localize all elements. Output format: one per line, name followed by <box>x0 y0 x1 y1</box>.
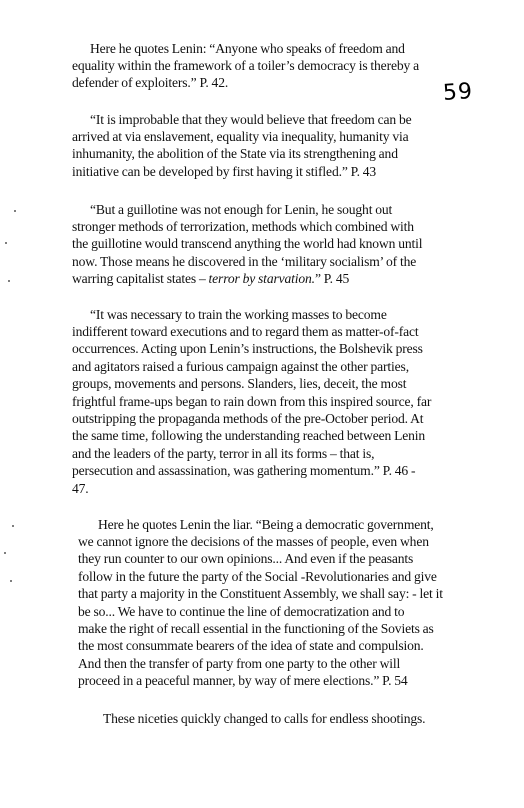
paragraph-5 <box>98 516 508 533</box>
paragraph-6 <box>103 710 513 727</box>
text-line: defender of exploiters.” P. 42. <box>72 75 229 91</box>
paragraph-4 <box>90 306 500 323</box>
text-line: the same time, following the understanding reached between Lenin <box>72 428 426 444</box>
text-line: equality within the framework of a toiler’s democracy is thereby a <box>72 58 419 73</box>
text-line: occurrences. Acting upon Lenin’s instructions, the Bolshevik press <box>72 341 423 357</box>
text-line: Here he quotes Lenin the liar. “Being a democratic government, <box>98 517 434 532</box>
text-line: inhumanity, the abolition of the State via its strengthening and <box>72 146 398 162</box>
scan-speck <box>12 525 14 527</box>
text-line: and the leaders of the party, terror in all its forms – that is, <box>72 445 375 461</box>
text-line: frightful frame-ups began to rain down from this inspired source, far <box>72 393 432 409</box>
paragraph-4-cont <box>72 323 482 497</box>
text-line: follow in the future the party of the Social -Revolutionaries and give <box>78 568 437 584</box>
text-line: “It was necessary to train the working masses to become <box>90 307 387 322</box>
text-line: make the right of recall essential in the functioning of the Soviets as <box>78 621 434 637</box>
text-line: These niceties quickly changed to calls for endless shootings. <box>103 711 426 726</box>
text-line: Here he quotes Lenin: “Anyone who speaks of freedom and <box>90 41 405 56</box>
text-line: “But a guillotine was not enough for Lenin, he sought out <box>90 202 393 217</box>
text-line: outstripping the propaganda methods of the pre-October period. At <box>72 411 424 427</box>
text-line: 47. <box>72 480 89 496</box>
italic-emphasis: terror by starvation. <box>208 271 315 287</box>
scan-speck <box>10 580 12 582</box>
text-line: the guillotine would transcend anything the world had known until <box>72 236 423 252</box>
text-line: arrived at via enslavement, equality via inequality, humanity via <box>72 129 409 144</box>
text-line: now. Those means he discovered in the ‘military socialism’ of the <box>72 253 417 269</box>
paragraph-5-cont <box>78 533 488 690</box>
text-line: indifferent toward executions and to regard them as matter-of-fact <box>72 324 419 339</box>
text-line: proceed in a peaceful manner, by way of mere elections.” P. 54 <box>78 673 408 689</box>
scan-speck <box>8 280 10 282</box>
text-line: persecution and assassination, was gathering momentum.” P. 46 - <box>72 463 416 479</box>
text-line: “It is improbable that they would believe that freedom can be <box>90 112 412 127</box>
text-line: that party a majority in the Constituent Assembly, we shall say: - let it <box>78 586 443 602</box>
text-line: initiative can be developed by first having it stifled.” P. 43 <box>72 163 377 179</box>
text-line-mixed <box>72 270 482 287</box>
text-line: they run counter to our own opinions... And even if the peasants <box>78 551 414 567</box>
paragraph-1-cont <box>72 57 482 92</box>
paragraph-2-cont <box>72 128 482 180</box>
text-line: and agitators raised a furious campaign against the other parties, <box>72 358 409 374</box>
paragraph-1 <box>90 40 500 57</box>
text-line: stronger methods of terrorization, methods which combined with <box>72 219 414 234</box>
text-line: the most consummate bearers of the idea of state and compulsion. <box>78 638 424 654</box>
paragraph-3-cont <box>72 218 482 288</box>
paragraph-3 <box>90 201 500 218</box>
text-line: groups, movements and persons. Slanders, lies, deceit, the most <box>72 376 407 392</box>
scan-speck <box>5 242 7 244</box>
text-line: be so... We have to continue the line of democratization and to <box>78 603 405 619</box>
text-line: And then the transfer of party from one party to the other will <box>78 655 401 671</box>
paragraph-2 <box>90 111 500 128</box>
text-line: we cannot ignore the decisions of the masses of people, even when <box>78 534 429 549</box>
handwritten-page-number: 59 <box>442 78 474 107</box>
text-segment: warring capitalist states – <box>72 271 209 287</box>
text-segment: ” P. 45 <box>314 271 350 287</box>
scan-speck <box>14 210 16 212</box>
scan-speck <box>4 552 6 554</box>
